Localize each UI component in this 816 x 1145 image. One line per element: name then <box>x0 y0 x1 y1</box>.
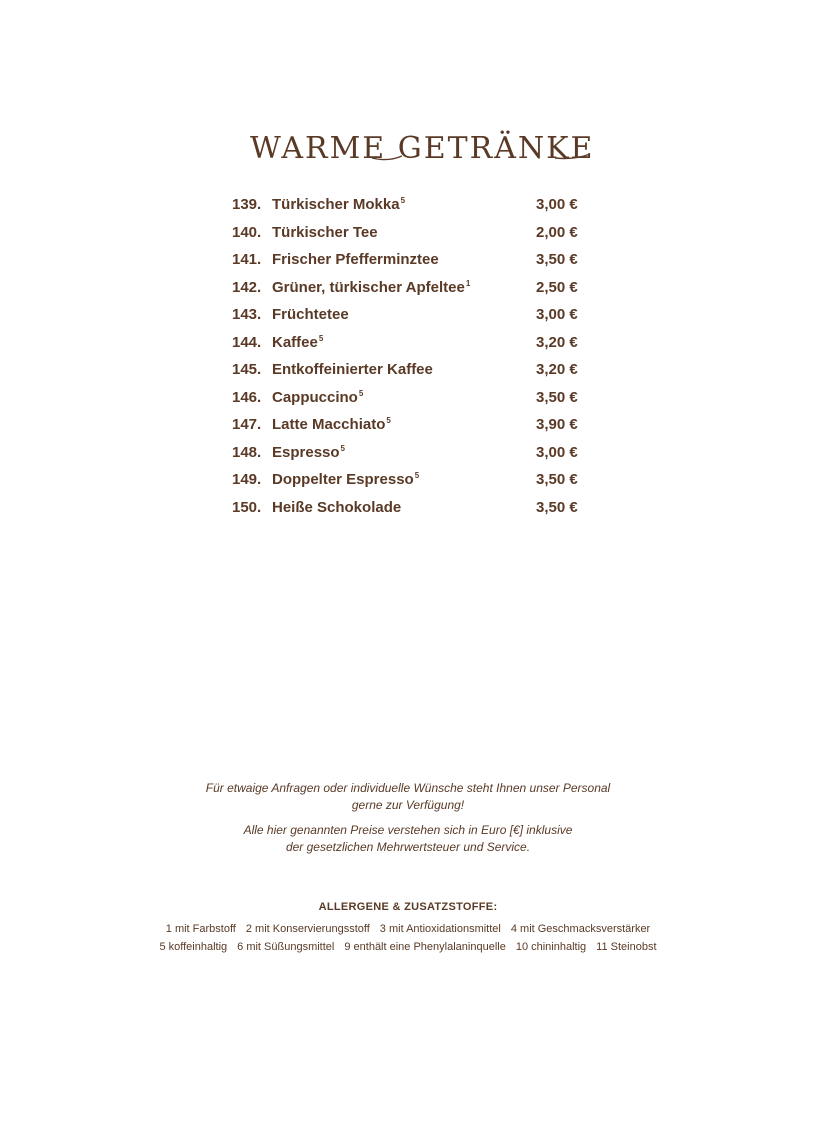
allergen-entry: 11 Steinobst <box>596 941 657 953</box>
allergen-entry: 6 mit Süßungsmittel <box>237 941 335 953</box>
allergens-row-2 <box>0 939 816 955</box>
allergen-entry: 2 mit Konservierungsstoff <box>245 923 370 935</box>
item-name-text: Türkischer Mokka <box>272 196 400 213</box>
menu-item <box>232 387 592 415</box>
menu-item <box>232 414 592 442</box>
item-price: 3,20 € <box>536 361 578 378</box>
prices-note-line-2: der gesetzlichen Mehrwertsteuer und Service. <box>285 840 531 854</box>
menu-item <box>232 469 592 497</box>
item-name <box>272 442 345 464</box>
item-name <box>272 249 439 271</box>
item-name <box>272 277 470 299</box>
item-price: 3,00 € <box>536 443 578 461</box>
item-name <box>272 304 349 326</box>
item-name-text: Früchtetee <box>272 306 349 323</box>
allergen-entry: 3 mit Antioxidationsmittel <box>379 923 501 935</box>
allergen-entry: 9 enthält eine Phenylalaninquelle <box>344 941 506 953</box>
item-price: 2,00 € <box>536 223 578 241</box>
menu-item <box>232 277 592 305</box>
item-price: 3,50 € <box>536 251 578 268</box>
menu-item <box>232 194 592 222</box>
item-number: 139. <box>232 196 262 213</box>
allergen-footnote: 5 <box>386 416 391 425</box>
item-price: 3,50 € <box>536 498 578 516</box>
item-number: 145. <box>232 361 262 378</box>
item-name-text: Türkischer Tee <box>272 223 378 241</box>
allergen-footnote: 5 <box>400 196 406 205</box>
requests-note-line-1: Für etwaige Anfragen oder individuelle Wünsche steht Ihnen unser Personal <box>205 781 611 795</box>
item-name-text: Latte Macchiato <box>272 416 386 433</box>
item-name <box>272 194 405 216</box>
menu-item <box>232 497 592 525</box>
allergen-entry: 1 mit Farbstoff <box>165 923 236 935</box>
prices-note-line-1: Alle hier genannten Preise verstehen sich in Euro [€] inklusive <box>243 823 573 837</box>
item-number: 141. <box>232 251 262 268</box>
menu-item <box>232 332 592 360</box>
item-name-text: Cappuccino <box>272 388 358 406</box>
allergen-entry: 10 chininhaltig <box>515 941 587 953</box>
menu-list <box>232 194 592 524</box>
item-number: 146. <box>232 388 262 406</box>
menu-item <box>232 222 592 250</box>
menu-item <box>232 304 592 332</box>
prices-note <box>0 822 816 856</box>
menu-item <box>232 249 592 277</box>
item-name <box>272 332 323 354</box>
item-price: 2,50 € <box>536 278 578 296</box>
requests-note <box>0 780 816 814</box>
item-name <box>272 387 363 409</box>
item-name-text: Heiße Schokolade <box>272 498 402 516</box>
item-name-text: Entkoffeinierter Kaffee <box>272 361 433 378</box>
item-price: 3,00 € <box>536 196 578 213</box>
allergen-footnote: 5 <box>358 388 364 398</box>
item-name <box>272 222 378 244</box>
item-number: 144. <box>232 333 262 351</box>
item-number: 148. <box>232 443 262 461</box>
menu-item <box>232 359 592 387</box>
item-name-text: Kaffee <box>272 333 318 351</box>
allergen-footnote: 5 <box>340 443 345 453</box>
item-number: 140. <box>232 223 262 241</box>
item-price: 3,50 € <box>536 388 578 406</box>
item-name <box>272 359 433 381</box>
item-name <box>272 469 419 491</box>
allergen-footnote: 1 <box>465 278 471 288</box>
allergen-entry: 5 koffeinhaltig <box>159 941 228 953</box>
allergens-row-1 <box>0 921 816 937</box>
item-name-text: Frischer Pfefferminztee <box>272 251 439 268</box>
item-number: 143. <box>232 306 262 323</box>
item-name-text: Espresso <box>272 443 340 461</box>
item-price: 3,20 € <box>536 333 578 351</box>
title-lettering <box>0 118 816 174</box>
item-price: 3,00 € <box>536 306 578 323</box>
item-name <box>272 497 401 519</box>
item-number: 142. <box>232 278 262 296</box>
item-price: 3,50 € <box>536 471 578 488</box>
item-name-text: Grüner, türkischer Apfeltee <box>272 278 465 296</box>
item-number: 150. <box>232 498 262 516</box>
menu-title <box>0 118 816 174</box>
allergen-footnote: 5 <box>318 333 324 343</box>
menu-item <box>232 442 592 470</box>
allergen-entry: 4 mit Geschmacksverstärker <box>510 923 651 935</box>
requests-note-line-2: gerne zur Verfügung! <box>351 798 465 812</box>
item-price: 3,90 € <box>536 416 578 433</box>
title-text: WARME GETRÄNKE <box>250 131 595 166</box>
item-name <box>272 414 391 436</box>
item-number: 147. <box>232 416 262 433</box>
allergen-footnote: 5 <box>414 471 420 480</box>
item-number: 149. <box>232 471 262 488</box>
allergens-heading: ALLERGENE & ZUSATZSTOFFE: <box>318 901 498 913</box>
item-name-text: Doppelter Espresso <box>272 471 414 488</box>
